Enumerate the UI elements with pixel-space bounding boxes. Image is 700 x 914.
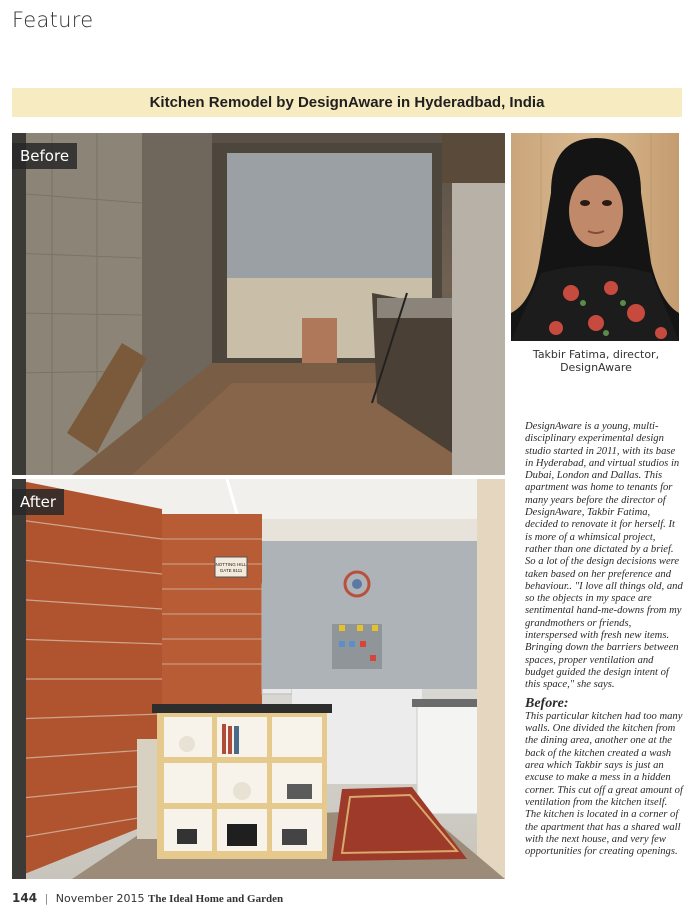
sign-text-1: NOTTING HILL: [215, 562, 247, 567]
before-heading: Before:: [525, 695, 569, 711]
magazine-name: The Ideal Home and Garden: [148, 893, 284, 905]
section-label: Feature: [12, 8, 94, 32]
before-tag: Before: [12, 143, 77, 169]
page-number: 144: [12, 891, 38, 905]
after-photo-illustration: [12, 479, 505, 879]
before-photo-illustration: [12, 133, 505, 475]
intro-paragraph: DesignAware is a young, multi-disciplinary experimental design studio started in 2011, with its base in Hyderabad, and virtual studios in Dubai, London and Dallas. This apartment was home to tenants for many years before the director of DesignAware, Takbir Fatima, decided to renovate it for herself. It is more of a whimsical project, rather than one dictated by a brief. So a lot of the design decisions were taken based on her preference and behaviour.. "I love all things old, and so the objects in my space are sentimental hand-me-downs from my grandmothers or friends, interspersed with fresh new items. Bringing down the barriers between spaces, proper ventilation and budget guided the design intent of this space," she says.: [525, 421, 683, 691]
issue-date: November 2015: [55, 892, 145, 905]
caption-line-1: Takbir Fatima, director,: [532, 348, 660, 361]
caption-line-2: DesignAware: [560, 361, 632, 374]
before-photo: [12, 133, 505, 475]
after-tag: After: [12, 489, 64, 515]
title-band: [12, 88, 682, 117]
footer-separator: |: [44, 892, 49, 905]
portrait-photo: [511, 133, 679, 341]
portrait-caption: [512, 348, 680, 374]
article-body: [525, 421, 683, 858]
before-paragraph: This particular kitchen had too many walls. One divided the kitchen from the dining area, another one at the back of the kitchen created a wash area which Takbir says is just an excuse to make a mess in a hidden corner. This cut off a great amount of ventilation from the kitchen itself. The kitchen is located in a corner of the apartment that has a shared wall with the next house, and very few opportunities for creating openings.: [525, 710, 683, 858]
page-footer: [12, 891, 283, 905]
article-title: Kitchen Remodel by DesignAware in Hyderadbad, India: [149, 94, 545, 111]
sign-text-2: GATE 8111: [219, 568, 243, 573]
portrait-illustration: [511, 133, 679, 341]
after-photo: [12, 479, 505, 879]
